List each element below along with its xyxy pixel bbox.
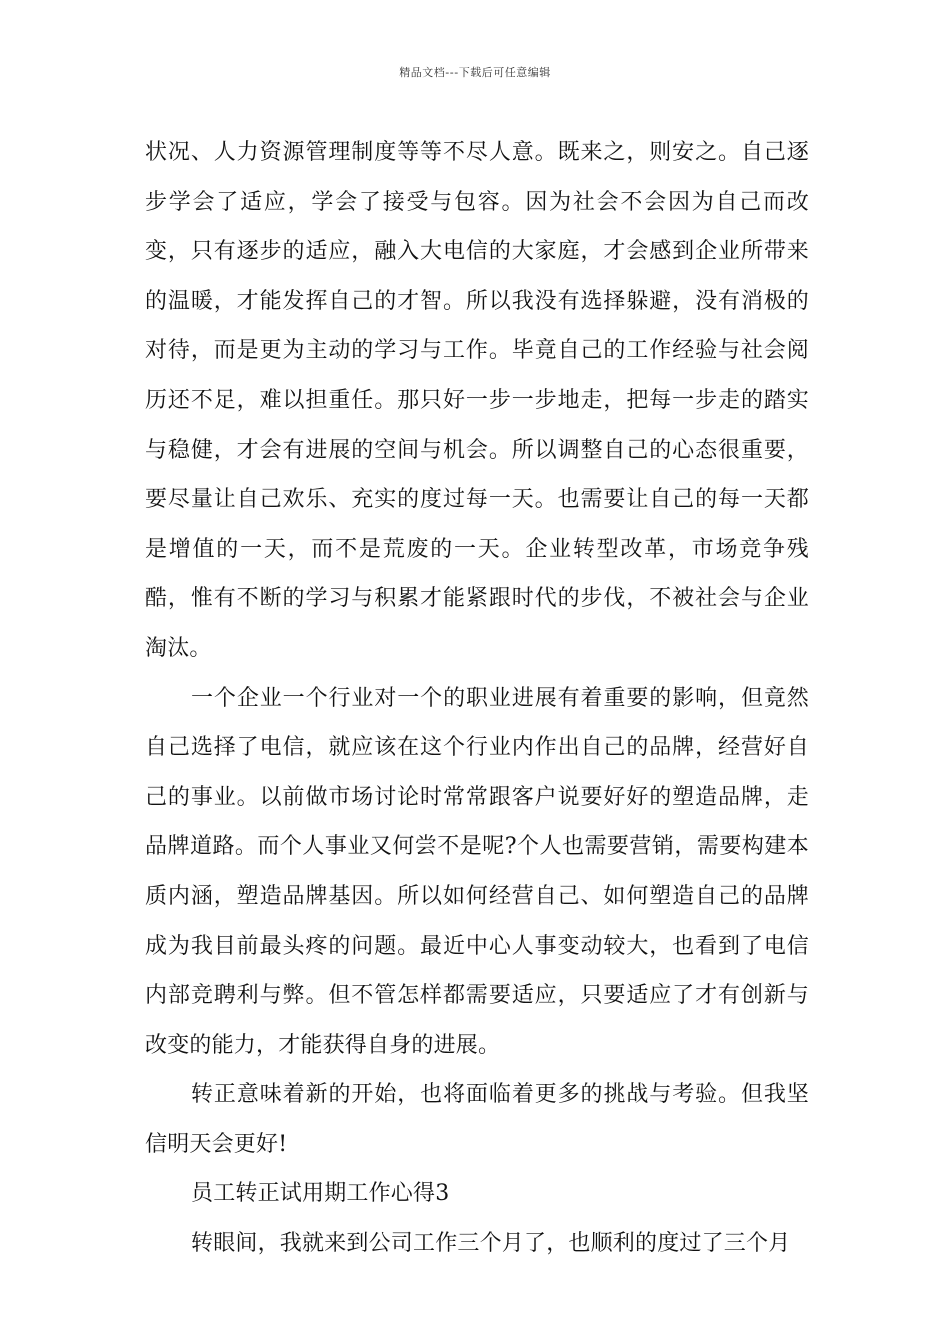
- section-heading: 员工转正试用期工作心得3: [191, 1181, 450, 1207]
- paragraph-conclusion: 转正意味着新的开始，也将面临着更多的挑战与考验。但我坚信明天会更好!: [145, 1082, 809, 1157]
- document-body: [145, 128, 809, 1269]
- paragraph-career-brand: 一个企业一个行业对一个的职业进展有着重要的影响，但竟然自己选择了电信，就应该在这个行业内作出自己的品牌，经营好自己的事业。以前做市场讨论时常常跟客户说要好好的塑造品牌，走品牌道路。而个人事业又何尝不是呢?个人也需要营销，需要构建本质内涵，塑造品牌基因。所以如何经营自己、如何塑造自己的品牌成为我目前最头疼的问题。最近中心人事变动较大，也看到了电信内部竞聘利与弊。但不管怎样都需要适应，只要适应了才有创新与改变的能力，才能获得自身的进展。: [145, 685, 809, 1058]
- paragraph-continuation: 状况、人力资源管理制度等等不尽人意。既来之，则安之。自己逐步学会了适应，学会了接受与包容。因为社会不会因为自己而改变，只有逐步的适应，融入大电信的大家庭，才会感到企业所带来的温暖，才能发挥自己的才智。所以我没有选择躲避，没有消极的对待，而是更为主动的学习与工作。毕竟自己的工作经验与社会阅历还不足，难以担重任。那只好一步一步地走，把每一步走的踏实与稳健，才会有进展的空间与机会。所以调整自己的心态很重要，要尽量让自己欢乐、充实的度过每一天。也需要让自己的每一天都是增值的一天，而不是荒废的一天。企业转型改革，市场竞争残酷，惟有不断的学习与积累才能紧跟时代的步伐，不被社会与企业淘汰。: [145, 140, 809, 661]
- paragraph-new-section-start: 转眼间，我就来到公司工作三个月了，也顺利的度过了三个月: [191, 1231, 791, 1257]
- page-header: 精品文档---下载后可任意编辑: [399, 66, 551, 79]
